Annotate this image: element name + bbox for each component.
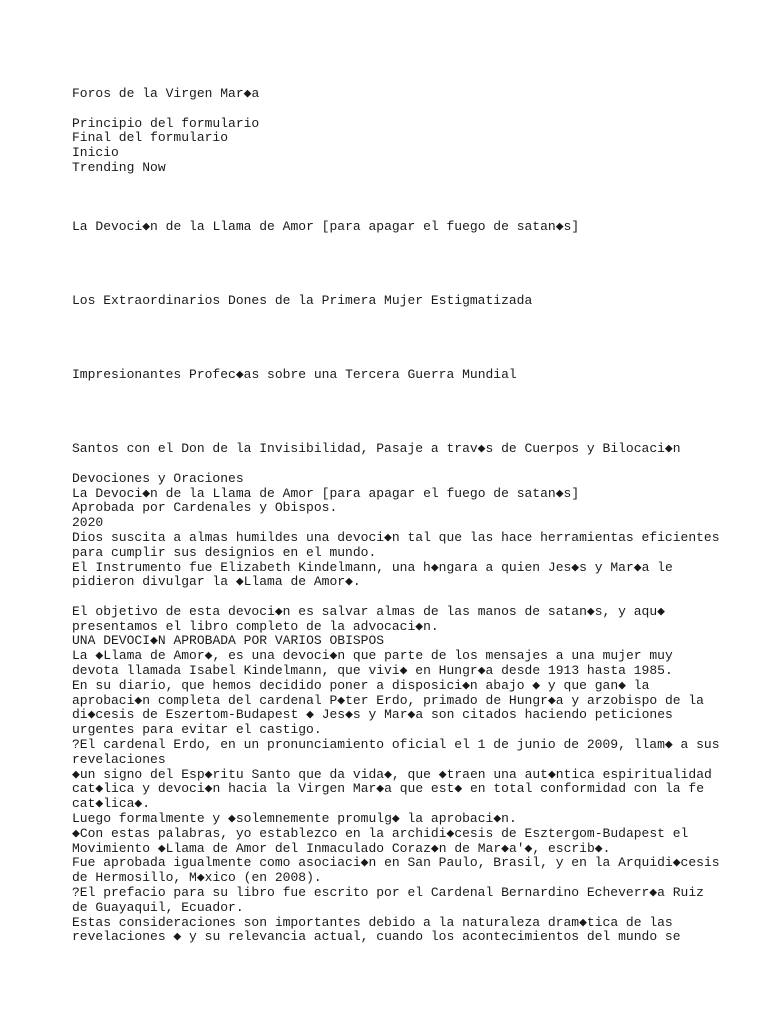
paragraph-line: Fue aprobada igualmente como asociaci◆n en San Paulo, Brasil, y en la Arquidi◆cesis <box>72 855 720 871</box>
paragraph-line: revelaciones <box>72 751 166 767</box>
trending-link-4[interactable]: Santos con el Don de la Invisibilidad, Pasaje a trav◆s de Cuerpos y Bilocaci◆n <box>72 441 681 457</box>
trending-link-1[interactable]: La Devoci◆n de la Llama de Amor [para apagar el fuego de satan◆s] <box>72 219 580 235</box>
article-title: La Devoci◆n de la Llama de Amor [para apagar el fuego de satan◆s] <box>72 485 580 501</box>
paragraph-line: cat◆lica◆. <box>72 796 151 812</box>
paragraph-line: ◆un signo del Esp◆ritu Santo que da vida◆, que ◆traen una aut◆ntica espiritualidad <box>72 766 712 782</box>
paragraph-line: El Instrumento fue Elizabeth Kindelmann, una h◆ngara a quien Jes◆s y Mar◆a le <box>72 559 673 575</box>
paragraph-line: para cumplir sus designios en el mundo. <box>72 544 377 560</box>
paragraph-line: Movimiento ◆Llama de Amor del Inmaculado Coraz◆n de Mar◆a'◆, escrib◆. <box>72 840 611 856</box>
article-subtitle: Aprobada por Cardenales y Obispos. <box>72 500 338 516</box>
form-start-label: Principio del formulario <box>72 115 260 131</box>
trending-link-2[interactable]: Los Extraordinarios Dones de la Primera Mujer Estigmatizada <box>72 293 533 309</box>
site-title: Foros de la Virgen Mar◆a <box>72 86 260 101</box>
paragraph-line: Luego formalmente y ◆solemnemente promulg◆ la aprobaci◆n. <box>72 811 517 827</box>
paragraph-line: pidieron divulgar la ◆Llama de Amor◆. <box>72 574 361 590</box>
document-text <box>72 87 762 945</box>
paragraph-line: cat◆lica y devoci◆n hacia la Virgen Mar◆a que est◆ en total conformidad con la fe <box>72 781 705 797</box>
paragraph-line: di◆cesis de Eszertom-Budapest ◆ Jes◆s y Mar◆a son citados haciendo peticiones <box>72 707 673 723</box>
article-year: 2020 <box>72 515 104 531</box>
paragraph-line: urgentes para evitar el castigo. <box>72 722 322 738</box>
trending-link-3[interactable]: Impresionantes Profec◆as sobre una Tercera Guerra Mundial <box>72 367 517 383</box>
paragraph-line: de Hermosillo, M◆xico (en 2008). <box>72 870 322 886</box>
paragraph-line: La ◆Llama de Amor◆, es una devoci◆n que parte de los mensajes a una mujer muy <box>72 648 673 664</box>
paragraph-line: de Guayaquil, Ecuador. <box>72 899 244 915</box>
paragraph-line: En su diario, que hemos decidido poner a disposici◆n abajo ◆ y que gan◆ la <box>72 677 650 693</box>
paragraph-line: devota llamada Isabel Kindelmann, que vivi◆ en Hungr◆a desde 1913 hasta 1985. <box>72 663 673 679</box>
paragraph-line: ?El cardenal Erdo, en un pronunciamiento oficial el 1 de junio de 2009, llam◆ a sus <box>72 737 720 753</box>
trending-now-heading: Trending Now <box>72 159 166 175</box>
paragraph-line: Dios suscita a almas humildes una devoci◆n tal que las hace herramientas eficientes <box>72 529 720 545</box>
paragraph-line: ?El prefacio para su libro fue escrito por el Cardenal Bernardino Echeverr◆a Ruiz <box>72 885 704 901</box>
article-category: Devociones y Oraciones <box>72 470 244 486</box>
section-heading: UNA DEVOCI◆N APROBADA POR VARIOS OBISPOS <box>72 633 385 649</box>
paragraph-line: El objetivo de esta devoci◆n es salvar almas de las manos de satan◆s, y aqu◆ <box>72 603 665 619</box>
paragraph-line: presentamos el libro completo de la advocaci◆n. <box>72 618 439 634</box>
nav-link-inicio[interactable]: Inicio <box>72 145 119 161</box>
paragraph-line: revelaciones ◆ y su relevancia actual, cuando los acontecimientos del mundo se <box>72 929 681 945</box>
form-end-label: Final del formulario <box>72 130 229 146</box>
paragraph-line: aprobaci◆n completa del cardenal P◆ter Erdo, primado de Hungr◆a y arzobispo de la <box>72 692 704 708</box>
paragraph-line: ◆Con estas palabras, yo establezco en la archidi◆cesis de Esztergom-Budapest el <box>72 825 689 841</box>
paragraph-line: Estas consideraciones son importantes debido a la naturaleza dram◆tica de las <box>72 914 673 930</box>
